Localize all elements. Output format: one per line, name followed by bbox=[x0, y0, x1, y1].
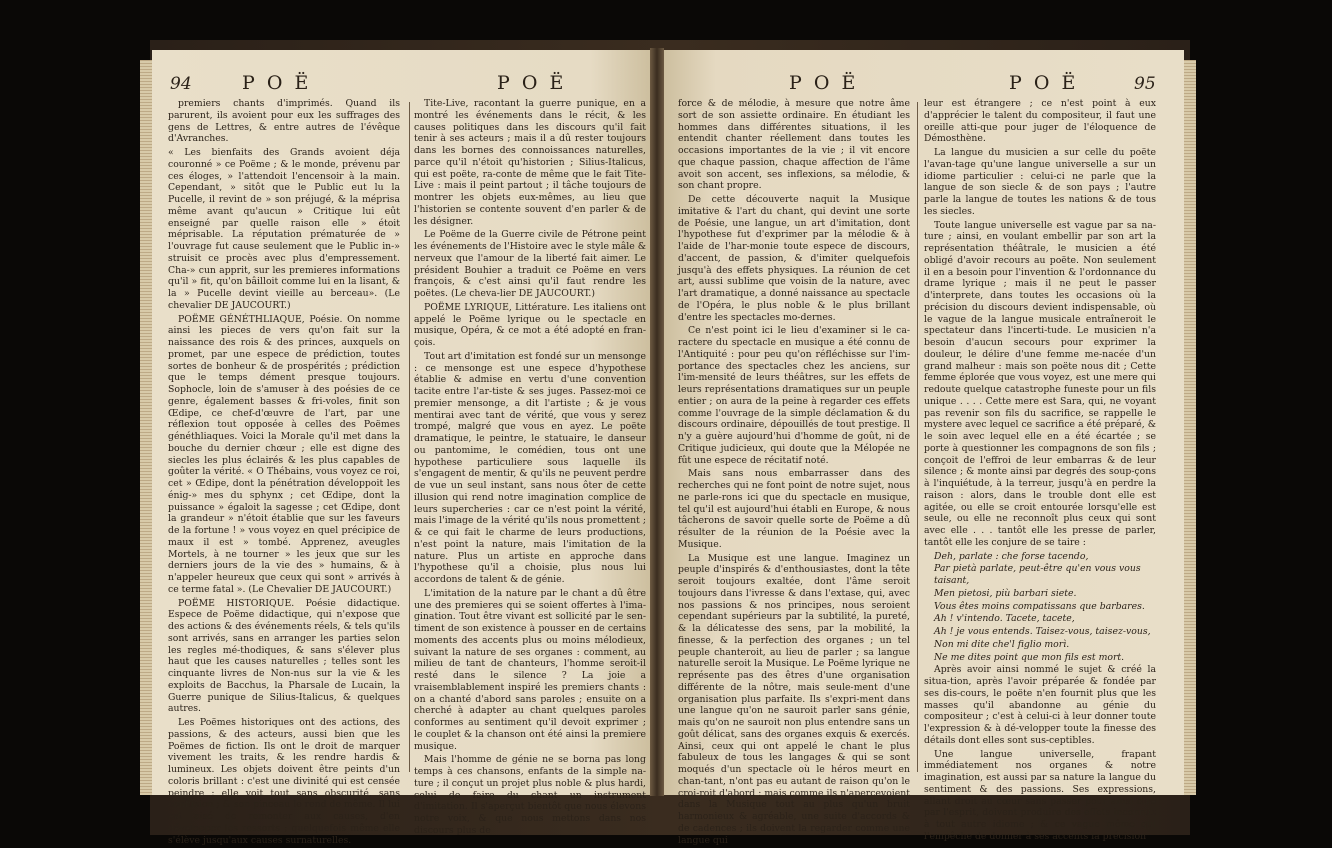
paragraph: L'imitation de la nature par le chant a dû être une des premieres qui se soient offertes à l'ima-gination. Tout être vivant est sollicité par le sen-timent de son existence à pousser en de certains moments des accents plus ou moins mélodieux, suivant la nature de ses organes : comment, au milieu de tant de chanteurs, l'homme seroit-il resté dans le silence ? La joie a vraisemblablement inspiré les premiers chants : on a chanté d'abord sans paroles ; ensuite on a cherché à adapter au chant quelques paroles conformes au sentiment qu'il devoit exprimer ; le couplet & la chanson ont été ainsi la premiere musique. bbox=[414, 587, 646, 752]
paragraph: Toute langue universelle est vague par sa na-ture ; ainsi, en voulant embellir par son art la représentation théâtrale, le musicien a été obligé d'avoir recours au poëte. Non seulement il en a besoin pour l'invention & l'ordonnance du drame lyrique ; mais il ne peut le passer d'interprete, dans toutes les occasions où la précision du discours devient indispensable, où le vague de la langue musicale entraîneroit le spectateur dans l'incerti-tude. Le musicien n'a besoin d'aucun secours pour exprimer la douleur, le délire d'une femme me-nacée d'un grand malheur : mais son poëte nous dit ; Cette femme éplorée que vous voyez, est une mere qui redoute quelque catastrophe funeste pour un fils unique . . . . Cette mere est Sara, qui, ne voyant pas revenir son fils du sacrifice, se rappelle le mystere avec lequel ce sacrifice a été préparé, & le soin avec lequel elle en a été écartée ; se porte à questionner les compagnons de son fils ; conçoit de l'effroi de leur embarras & de leur silence ; & monte ainsi par degrés des soup-çons à l'inquiétude, à la terreur, jusqu'à en perdre la raison : alors, dans le trouble dont elle est agitée, ou elle se croit entourée lorsqu'elle est seule, ou elle ne reconnoît plus ceux qui sont avec elle . . . tantôt elle les presse de parler, tantôt elle les conjure de se taire : bbox=[924, 219, 1156, 548]
paragraph: Une langue universelle, frapant immédiatement nos organes & notre imagination, est aussi par sa nature la langue du sentiment & des passions. Ses expressions, allant droit au cœur sans passer pour ainsi dire par l'esprit, doivent produire des effets inconnus à tout autre idiome ; & ce vague même qui l'empêche de donner à ses accents la précision bbox=[924, 748, 1156, 842]
paragraph: premiers chants d'imprimés. Quand ils parurent, ils avoient pour eux les suffrages des gens de Lettres, & entre autres de l'évêque d'Avranches. bbox=[168, 98, 400, 145]
paragraph: « Les bienfaits des Grands avoient déja couronné » ce Poëme ; & le monde, prévenu par ces éloges, » l'attendoit l'encensoir à la main. Cependant, » sitôt que le Public eut lu la Pucelle, il revint de » son préjugé, & la méprisa même avant qu'aucun » Critique lui eût enseigné par quelle raison elle » étoit méprisable. La réputation prématurée de » l'ouvrage fut cause seulement que le Public in-» struisit ce procès avec plus d'empressement. Cha-» cun apprit, sur les premieres informations qu'il » fit, qu'on bâilloit comme lui en la lisant, & la » Pucelle devint vieille au berceau». (Le chevalier DE JAUCOURT.) bbox=[168, 147, 400, 311]
paragraph: Les Poëmes historiques ont des actions, des passions, & des acteurs, aussi bien que les Poëmes de fiction. Ils ont le droit de marquer vivement les traits, & les rendre hardis & lumineux. Les objets doivent être peints d'un coloris brillant : c'est une divinité qui est censée peindre ; elle voit tout sans obscurité, sans confusion ; & son pinceau le rend de même. Il lui est aisé de remonter aux causes, d'en développer les ressorts ; quelquefois même elle s'élève jusqu'aux causes surnaturelles. bbox=[168, 717, 400, 846]
paragraph: Tite-Live, racontant la guerre punique, en a montré les événements dans le récit, & les causes politiques dans les discours qu'il fait tenir à ses acteurs ; mais il a dû rester toujours dans les bornes des connoissances naturelles, parce qu'il n'étoit qu'historien ; Silius-Italicus, qui est poëte, ra-conte de même que le fait Tite-Live : mais il peint partout ; il tâche toujours de montrer les objets eux-mêmes, au lieu que l'historien se contente souvent d'en parler & de les désigner. bbox=[414, 98, 646, 227]
right-running-head bbox=[664, 72, 1184, 96]
verse-line: Deh, parlate : che forse tacendo, bbox=[934, 550, 1089, 562]
entry-paragraph: POËME HISTORIQUE. Poésie didactique. Espece de Poëme didactique, qui n'expose que des actions & des événements réels, & tels qu'ils sont arrivés, sans en arranger les parties selon les regles mé-thodiques, & sans s'élever plus haut que les causes naturelles ; telles sont les cinquante livres de Non-nus sur la vie & les exploits de Bacchus, la Pharsale de Lucain, la Guerre punique de Silius-Italicus, & quelques autres. bbox=[168, 597, 400, 715]
right-fore-edge bbox=[1182, 60, 1196, 795]
paragraph: Tout art d'imitation est fondé sur un mensonge : ce mensonge est une espece d'hypothese établie & admise en vertu d'une convention tacite entre l'ar-tiste & ses juges. Passez-moi ce premier mensonge, a dit l'artiste ; & je vous mentirai avec tant de vérité, que vous y serez trompé, malgré que vous en ayez. Le poëte dramatique, le peintre, le statuaire, le danseur ou pantomime, le comédien, tous ont une hypothese particuliere sous laquelle ils s'engagent de mentir, & qu'ils ne peuvent perdre de vue un seul instant, sans nous ôter de cette illusion qui rend notre imagination complice de leurs supercheries : car ce n'est point la vérité, mais l'image de la vérité qu'ils nous promettent ; & ce qui fait le charme de leurs productions, n'est point la nature, mais l'imitation de la nature. Plus un artiste en approche dans l'hypothese qu'il a choisie, plus nous lui accordons de talent & de génie. bbox=[414, 350, 646, 585]
column-rule bbox=[917, 102, 918, 772]
entry-paragraph: POËME LYRIQUE, Littérature. Les italiens ont appelé le Poëme lyrique ou le spectacle en musique, Opéra, & ce mot a été adopté en fran-çois. bbox=[414, 301, 646, 348]
right-column-2 bbox=[924, 98, 1156, 845]
right-column-1 bbox=[678, 98, 910, 848]
verse-line: Non mi dite che'l figlio morì. bbox=[934, 638, 1070, 650]
page-number: 94 bbox=[170, 74, 192, 94]
paragraph: Le Poëme de la Guerre civile de Pétrone peint les événements de l'Histoire avec le style mâle & nerveux que l'amour de la liberté fait aimer. Le président Bouhier a traduit ce Poëme en vers françois, & c'est ainsi qu'il faut rendre les poëtes. (Le cheva-lier DE JAUCOURT.) bbox=[414, 229, 646, 299]
entry-paragraph: POËME GÉNÉTHLIAQUE, Poésie. On nomme ainsi les pieces de vers qu'on fait sur la naissance des rois & des princes, auxquels on promet, par une espece de prédiction, toutes sortes de bonheur & de prospérités ; prédiction que le temps dément presque toujours. Sophocle, loin de s'amuser à des poésies de ce genre, également basses & fri-voles, finit son Œdipe, ce chef-d'œuvre de l'art, par une réflexion tout opposée à celles des Poëmes généthliaques. Voici la Morale qu'il met dans la bouche du dernier chœur ; elle est digne des siecles les plus éclairés & les plus capables de goûter la vérité. « O Thébains, vous voyez ce roi, cet » Œdipe, dont la pénétration développoit les énig-» mes du sphynx ; cet Œdipe, dont la puissance » égaloit la sagesse ; cet Œdipe, dont la grandeur » n'étoit établie que sur les faveurs de la fortune ! » vous voyez en quel précipice de maux il est » tombé. Apprenez, aveugles Mortels, à ne tourner » les jeux que sur les derniers jours de la vie des » humains, & à n'appeler heureux que ceux qui sont » arrivés à ce terme fatal ». (Le Chevalier DE JAUCOURT.) bbox=[168, 313, 400, 595]
running-head-word: P O Ë bbox=[242, 72, 312, 94]
left-column-2 bbox=[414, 98, 646, 839]
left-column-1 bbox=[168, 98, 400, 848]
left-page bbox=[152, 50, 650, 846]
paragraph: Mais l'homme de génie ne se borna pas long temps à ces chansons, enfants de la simple na-ture ; il conçut un projet plus noble & plus hardi, celui de faire du chant un instrument d'imitation. Il s'aperçut bientôt que nous élevons notre voix, & que nous mettons dans nos discours plus de bbox=[414, 754, 646, 836]
paragraph: Ce n'est point ici le lieu d'examiner si le ca-ractere du spectacle en musique a été connu de l'Antiquité : pour peu qu'on réfléchisse sur l'im-portance des spectacles chez les anciens, sur l'im-mensité de leurs théâtres, sur les effets de leurs représentations dramatiques sur un peuple entier ; on aura de la peine à regarder ces effets comme l'ouvrage de la simple déclamation & du discours ordinaire, dépouillés de tout prestige. Il n'y a guère aujourd'hui d'homme de goût, ni de Critique judicieux, qui doute que la Mélopée ne fût une espece de récitatif noté. bbox=[678, 325, 910, 466]
left-running-head bbox=[152, 72, 650, 96]
paragraph: force & de mélodie, à mesure que notre âme sort de son assiette ordinaire. En étudiant les hommes dans différentes situations, il les entendit chanter réellement dans toutes les occasions importantes de la vie ; il vit encore que chaque passion, chaque affection de l'âme avoit son accent, ses inflexions, sa mélodie, & son chant propre. bbox=[678, 98, 910, 192]
paragraph: Mais sans nous embarrasser dans des recherches qui ne font point de notre sujet, nous ne parle-rons ici que du spectacle en musique, tel qu'il est aujourd'hui établi en Europe, & nous tâcherons de savoir quelle sorte de Poëme a dû résulter de la réunion de la Poésie avec la Musique. bbox=[678, 468, 910, 550]
running-head-word: P O Ë bbox=[789, 72, 859, 94]
column-rule bbox=[409, 102, 410, 772]
running-head-word: P O Ë bbox=[1009, 72, 1079, 94]
paragraph: Après avoir ainsi nommé le sujet & créé la situa-tion, après l'avoir préparée & fondée par ses dis-cours, le poëte n'en fournit plus que les masses qu'il abandonne au génie du compositeur ; c'est à celui-ci à leur donner toute l'expression & à dé-velopper toute la finesse des détails dont elles sont sus-ceptibles. bbox=[924, 664, 1156, 746]
right-page bbox=[664, 50, 1184, 846]
paragraph: leur est étrangere ; ce n'est point à eux d'apprécier le talent du compositeur, il faut une oreille atti-que pour juger de l'éloquence de Démosthène. bbox=[924, 98, 1156, 145]
paragraph: La langue du musicien a sur celle du poëte l'avan-tage qu'une langue universelle a sur un idiome particulier : celui-ci ne parle que la langue de son siecle & de son pays ; l'autre parle la langue de toutes les nations & de tous les siecles. bbox=[924, 147, 1156, 217]
verse-line: Men pietosi, più barbari siete. bbox=[934, 587, 1077, 599]
book-gutter bbox=[650, 48, 664, 796]
verse-line: Ne me dites point que mon fils est mort. bbox=[934, 651, 1125, 663]
verse-line: Par pietà parlate, peut-être qu'en vous vous taisant, bbox=[934, 563, 1141, 586]
running-head-word: P O Ë bbox=[497, 72, 567, 94]
paragraph: De cette découverte naquit la Musique imitative & l'art du chant, qui devint une sorte de Poésie, une langue, un art d'imitation, dont l'hypothese fut d'exprimer par la mélodie & à l'aide de l'har-monie toute espece de discours, d'accent, de passion, & d'imiter quelquefois jusqu'à des effets physiques. La réunion de cet art, aussi sublime que voisin de la nature, avec l'art dramatique, a donné naissance au spectacle de l'Opéra, le plus noble & le plus brillant d'entre les spectacles mo-dernes. bbox=[678, 194, 910, 323]
verse-line: Ah ! v'intendo. Tacete, tacete, bbox=[934, 613, 1075, 625]
verse-line: Vous êtes moins compatissans que barbares. bbox=[934, 600, 1145, 612]
paragraph: La Musique est une langue. Imaginez un peuple d'inspirés & d'enthousiastes, dont la tête seroit toujours exaltée, dont l'âme seroit toujours dans l'ivresse & dans l'extase, qui, avec nos passions & nos principes, nous seroient cependant supérieurs par la subtilité, la pureté, & la délicatesse des sens, par la mobilité, la finesse, & la perfection des organes ; un tel peuple chanteroit, au lieu de parler ; sa langue naturelle seroit la Musique. Le Poëme lyrique ne représente pas des êtres d'une organisation différente de la nôtre, mais seule-ment d'une organisation plus parfaite. Ils s'expri-ment dans une langue qu'on ne sauroit parler sans génie, mais qu'on ne sauroit non plus entendre sans un goût délicat, sans des organes exquis & exercés. Ainsi, ceux qui ont appelé le chant le plus fabuleux de tous les langages & qui se sont moqués d'un spectacle où le héros meurt en chan-tant, n'ont pas eu autant de raison qu'on le croi-roit d'abord : mais comme ils n'apercevoient dans la Musique tout au plus qu'un bruit harmonieux & agréable, une suite d'accords & de cadences ; ils doivent la regarder comme une langue qui bbox=[678, 552, 910, 846]
verse-line: Ah ! je vous entends. Taisez-vous, taisez-vous, bbox=[934, 626, 1151, 637]
page-number: 95 bbox=[1134, 74, 1156, 94]
